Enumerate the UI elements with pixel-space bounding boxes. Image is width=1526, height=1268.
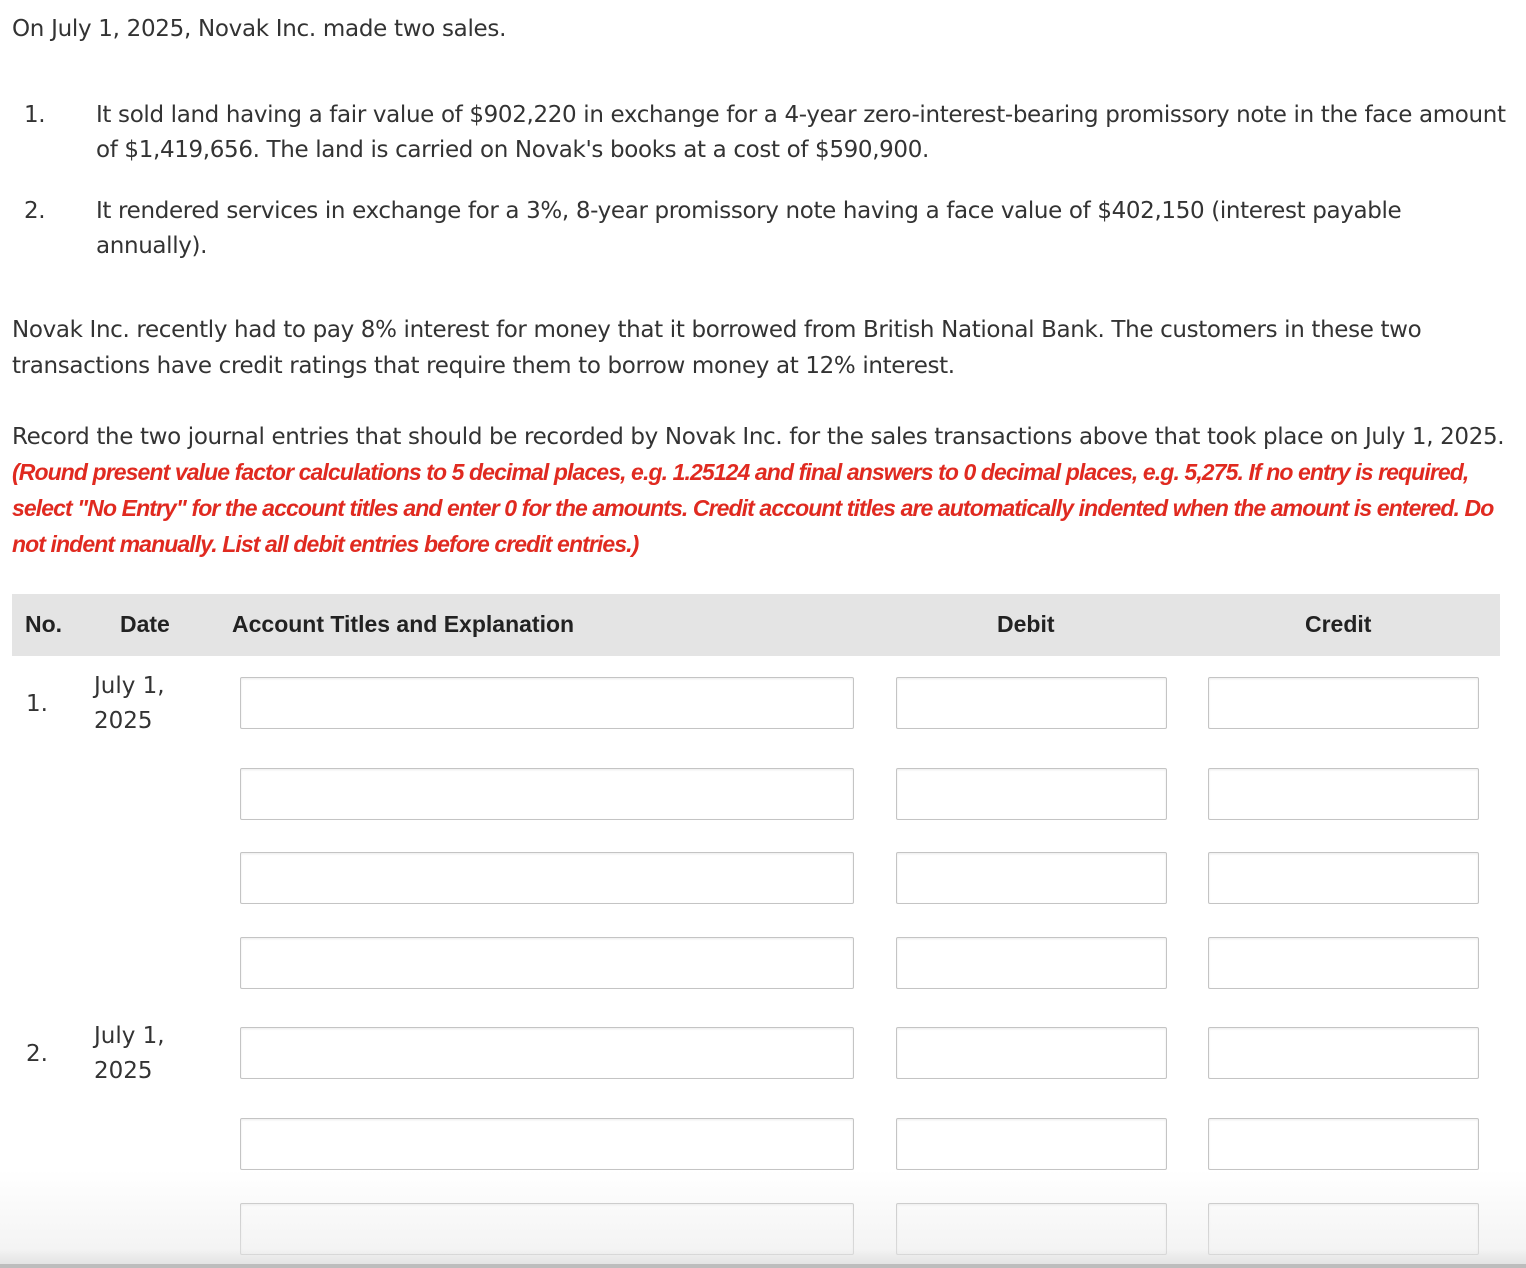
account-title-input[interactable] [240,677,854,729]
bottom-divider [0,1264,1526,1268]
credit-input[interactable] [1208,852,1479,904]
entry-number: 2. [26,1041,48,1067]
credit-input[interactable] [1208,937,1479,989]
account-title-input[interactable] [240,937,854,989]
debit-input[interactable] [896,1203,1167,1255]
header-date: Date [120,611,170,637]
list-item-number: 2. [24,198,46,224]
account-title-input[interactable] [240,852,854,904]
credit-input[interactable] [1208,1118,1479,1170]
header-credit: Credit [1305,611,1372,637]
entry-number: 1. [26,691,48,717]
list-item-number: 1. [24,102,46,128]
account-title-input[interactable] [240,1027,854,1079]
debit-input[interactable] [896,937,1167,989]
account-title-input[interactable] [240,1203,854,1255]
entry-date: July 1, 2025 [94,673,165,734]
credit-input[interactable] [1208,1203,1479,1255]
credit-input[interactable] [1208,768,1479,820]
debit-input[interactable] [896,677,1167,729]
list-item-text: It sold land having a fair value of $902,220 in exchange for a 4-year zero-interest-bearing promissory note in the face amount of $1,419,656. The land is carried on Novak's books at a cost of $590,900. [96,102,1506,163]
account-title-input[interactable] [240,1118,854,1170]
instruction-paragraph [12,420,1512,563]
instruction-lead: Record the two journal entries that should be recorded by Novak Inc. for the sales transactions above that took place on July 1, 2025. [12,424,1505,450]
credit-input[interactable] [1208,677,1479,729]
journal-table-header [12,594,1500,656]
header-account: Account Titles and Explanation [232,611,575,637]
debit-input[interactable] [896,852,1167,904]
debit-input[interactable] [896,1118,1167,1170]
context-paragraph: Novak Inc. recently had to pay 8% interest for money that it borrowed from British National Bank. The customers in these two transactions have credit ratings that require them to borrow money at 12% interest. [12,317,1422,379]
header-debit: Debit [997,611,1055,637]
account-title-input[interactable] [240,768,854,820]
debit-input[interactable] [896,768,1167,820]
instruction-note: (Round present value factor calculations to 5 decimal places, e.g. 1.25124 and final answers to 0 decimal places, e.g. 5,275. If no entry is required, select "No Entry" for the account titles and enter 0 for the amounts. Credit account titles are automatically indented when the amount is entered. Do not indent manually. List all debit entries before credit entries.) [12,459,1494,557]
debit-input[interactable] [896,1027,1167,1079]
credit-input[interactable] [1208,1027,1479,1079]
header-no: No. [25,611,63,637]
list-item-text: It rendered services in exchange for a 3%, 8-year promissory note having a face value of $402,150 (interest payable annually). [96,198,1402,259]
entry-date: July 1, 2025 [94,1023,165,1084]
intro-text: On July 1, 2025, Novak Inc. made two sales. [12,16,507,42]
